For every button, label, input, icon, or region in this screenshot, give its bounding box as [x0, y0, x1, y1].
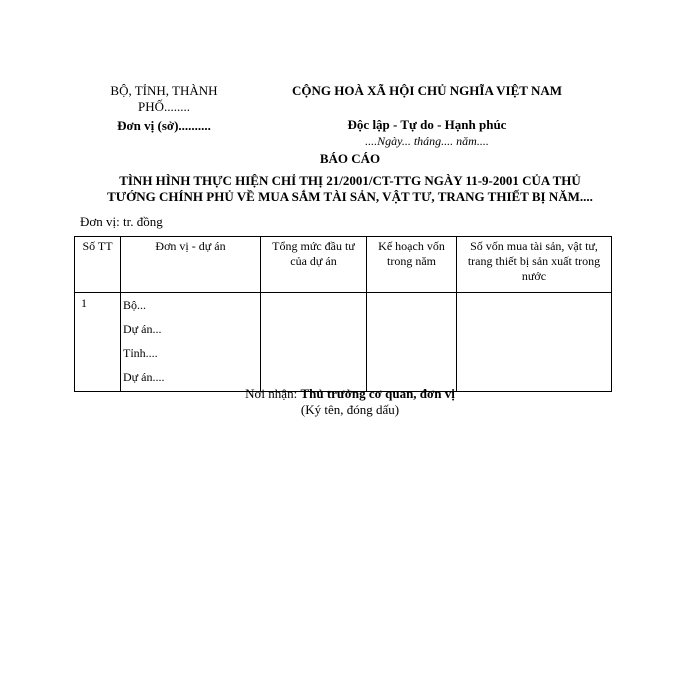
- header-domestic-capital: Số vốn mua tài sản, vật tư, trang thiết bị sản xuất trong nước: [457, 237, 612, 293]
- header-stt: Số TT: [75, 237, 121, 293]
- ministry-line-2: PHỐ........: [137, 99, 190, 114]
- report-title: BÁO CÁO: [319, 151, 381, 166]
- national-motto: Độc lập - Tự do - Hạnh phúc: [347, 117, 507, 132]
- report-subtitle-line-1: TÌNH HÌNH THỰC HIỆN CHỈ THỊ 21/2001/CT-TTG NGÀY 11-9-2001 CỦA THỦ: [119, 173, 581, 188]
- header-total-investment: Tổng mức đầu tư của dự án: [261, 237, 367, 293]
- table-header-row: [75, 237, 612, 293]
- report-subtitle: [60, 173, 640, 205]
- header-annual-plan: Kế hoạch vốn trong năm: [367, 237, 457, 293]
- unit-entry: Bộ...: [123, 298, 147, 312]
- unit-line: Đơn vị (sở)..........: [117, 118, 211, 133]
- ministry-line-1: BỘ, TỈNH, THÀNH: [110, 83, 218, 98]
- cell-domestic-capital: [457, 293, 612, 392]
- national-title: CỘNG HOÀ XÃ HỘI CHỦ NGHĨA VIỆT NAM: [291, 83, 563, 98]
- cell-units: [121, 293, 261, 392]
- table-row: [75, 293, 612, 392]
- recipient-block: [180, 386, 520, 402]
- currency-unit: Đơn vị: tr. đồng: [80, 214, 163, 229]
- header-unit-project: Đơn vị - dự án: [121, 237, 261, 293]
- report-table: [74, 236, 612, 392]
- recipient-label: Nơi nhận:: [245, 386, 298, 401]
- cell-stt: 1: [75, 293, 121, 392]
- unit-entry: Dự án....: [123, 370, 165, 384]
- signer-note: (Ký tên, đóng dấu): [300, 402, 400, 417]
- cell-total-investment: [261, 293, 367, 392]
- unit-entry: Dự án...: [123, 322, 162, 336]
- date-line: ....Ngày... tháng.... năm....: [365, 134, 489, 148]
- signer-title: Thủ trưởng cơ quan, đơn vị: [300, 386, 455, 401]
- unit-entry: Tỉnh....: [123, 346, 158, 360]
- ministry-header: [100, 83, 228, 115]
- cell-annual-plan: [367, 293, 457, 392]
- report-subtitle-line-2: TƯỚNG CHÍNH PHỦ VỀ MUA SẮM TÀI SẢN, VẬT TƯ, TRANG THIẾT BỊ NĂM....: [107, 189, 593, 204]
